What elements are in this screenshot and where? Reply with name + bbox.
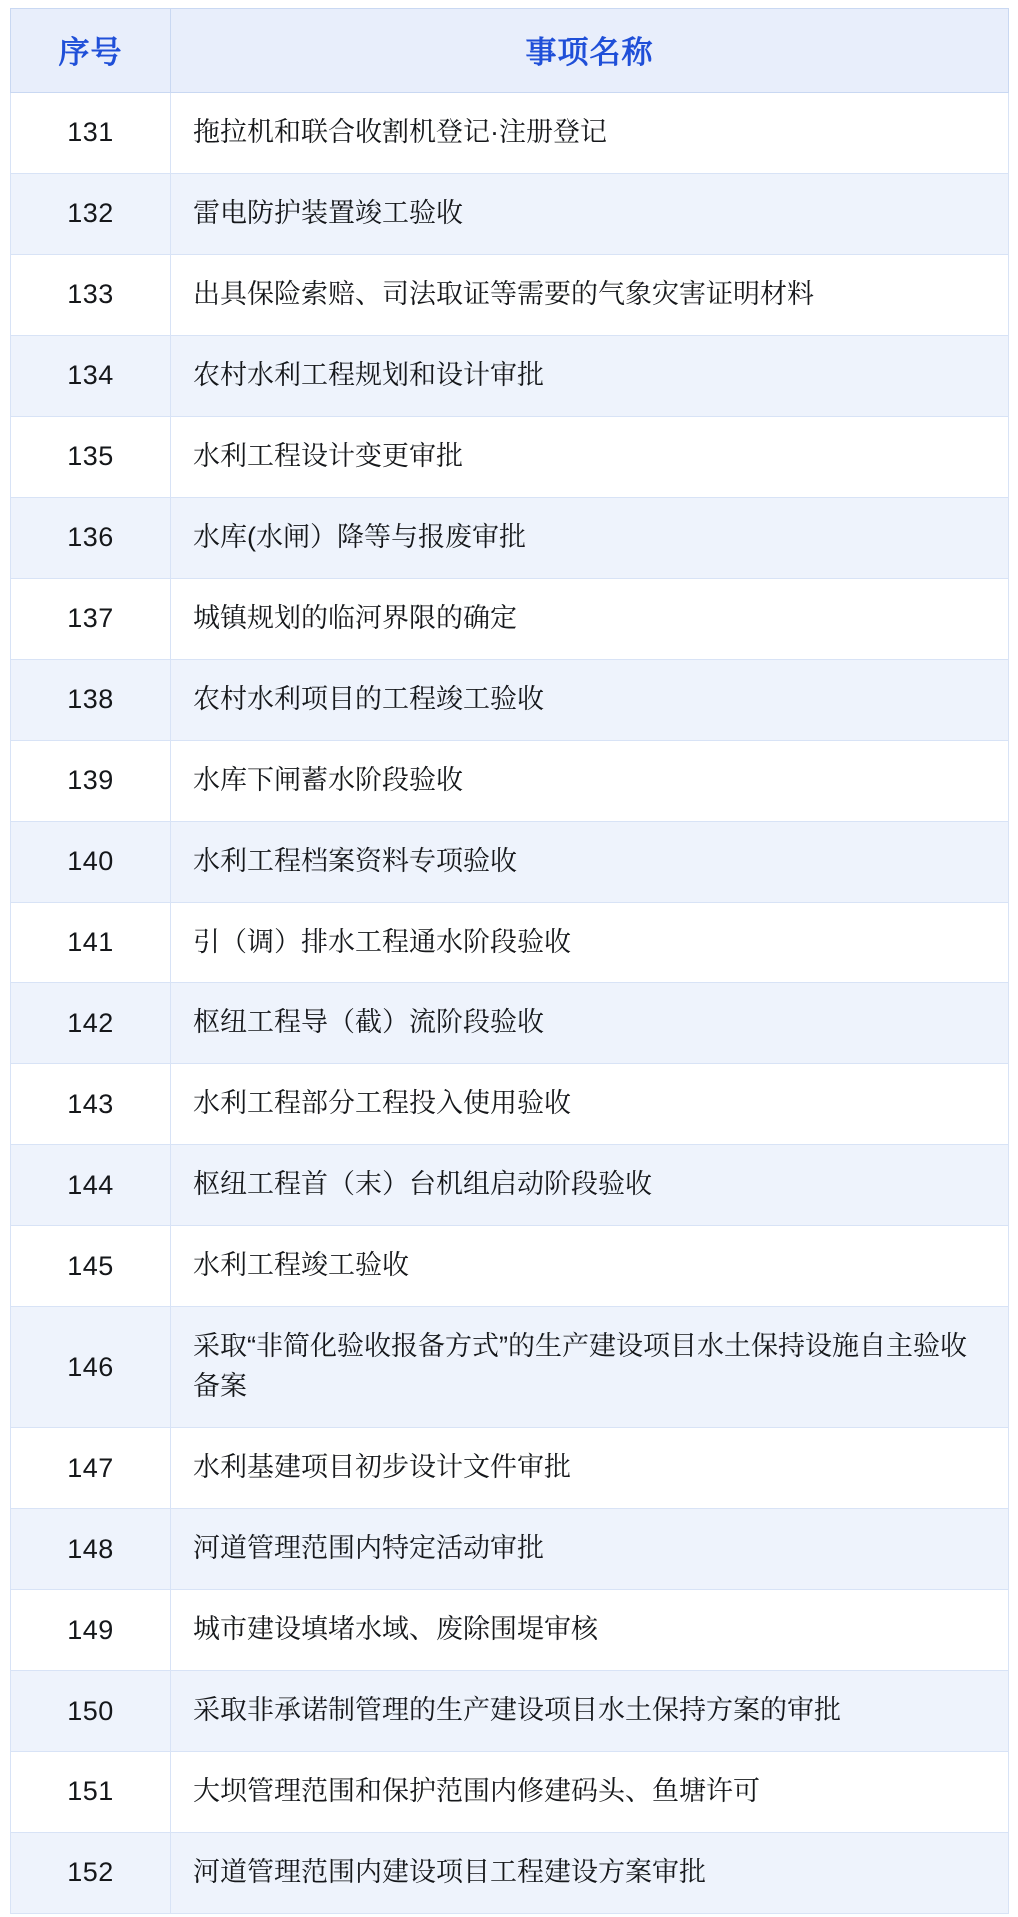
row-sequence-number: 144 xyxy=(11,1145,171,1226)
table-row xyxy=(11,1145,1009,1226)
row-sequence-number: 145 xyxy=(11,1226,171,1307)
row-sequence-number: 151 xyxy=(11,1752,171,1833)
row-sequence-number: 139 xyxy=(11,740,171,821)
table-row xyxy=(11,173,1009,254)
table-row xyxy=(11,1671,1009,1752)
row-item-name: 水库下闸蓄水阶段验收 xyxy=(171,740,1009,821)
table-row xyxy=(11,740,1009,821)
table-row xyxy=(11,1509,1009,1590)
table-row xyxy=(11,1752,1009,1833)
row-item-name: 河道管理范围内建设项目工程建设方案审批 xyxy=(171,1832,1009,1913)
row-item-name: 出具保险索赔、司法取证等需要的气象灾害证明材料 xyxy=(171,254,1009,335)
table-row xyxy=(11,93,1009,174)
table-row xyxy=(11,821,1009,902)
table-row xyxy=(11,254,1009,335)
row-sequence-number: 152 xyxy=(11,1832,171,1913)
row-sequence-number: 132 xyxy=(11,173,171,254)
table-row xyxy=(11,1428,1009,1509)
row-sequence-number: 137 xyxy=(11,578,171,659)
row-item-name: 大坝管理范围和保护范围内修建码头、鱼塘许可 xyxy=(171,1752,1009,1833)
row-item-name: 水利工程竣工验收 xyxy=(171,1226,1009,1307)
row-item-name: 城镇规划的临河界限的确定 xyxy=(171,578,1009,659)
row-item-name: 采取非承诺制管理的生产建设项目水土保持方案的审批 xyxy=(171,1671,1009,1752)
table-row xyxy=(11,1226,1009,1307)
table-row xyxy=(11,578,1009,659)
row-sequence-number: 147 xyxy=(11,1428,171,1509)
row-item-name: 水利工程档案资料专项验收 xyxy=(171,821,1009,902)
table-row xyxy=(11,1590,1009,1671)
row-sequence-number: 140 xyxy=(11,821,171,902)
table-row xyxy=(11,416,1009,497)
table-row xyxy=(11,335,1009,416)
table-row xyxy=(11,1064,1009,1145)
row-item-name: 枢纽工程首（末）台机组启动阶段验收 xyxy=(171,1145,1009,1226)
table-row xyxy=(11,497,1009,578)
row-item-name: 水利基建项目初步设计文件审批 xyxy=(171,1428,1009,1509)
row-sequence-number: 143 xyxy=(11,1064,171,1145)
table-row xyxy=(11,902,1009,983)
row-sequence-number: 141 xyxy=(11,902,171,983)
row-item-name: 水利工程部分工程投入使用验收 xyxy=(171,1064,1009,1145)
row-sequence-number: 134 xyxy=(11,335,171,416)
row-item-name: 水库(水闸）降等与报废审批 xyxy=(171,497,1009,578)
row-item-name: 城市建设填堵水域、废除围堤审核 xyxy=(171,1590,1009,1671)
row-item-name: 水利工程设计变更审批 xyxy=(171,416,1009,497)
row-item-name: 雷电防护装置竣工验收 xyxy=(171,173,1009,254)
row-sequence-number: 150 xyxy=(11,1671,171,1752)
column-header-item-name: 事项名称 xyxy=(171,9,1009,93)
table-row xyxy=(11,659,1009,740)
table-body xyxy=(11,93,1009,1914)
table-row xyxy=(11,983,1009,1064)
table-header-row xyxy=(11,9,1009,93)
row-sequence-number: 131 xyxy=(11,93,171,174)
table-row xyxy=(11,1307,1009,1428)
row-item-name: 引（调）排水工程通水阶段验收 xyxy=(171,902,1009,983)
row-item-name: 拖拉机和联合收割机登记·注册登记 xyxy=(171,93,1009,174)
row-sequence-number: 142 xyxy=(11,983,171,1064)
row-sequence-number: 148 xyxy=(11,1509,171,1590)
row-sequence-number: 146 xyxy=(11,1307,171,1428)
row-item-name: 枢纽工程导（截）流阶段验收 xyxy=(171,983,1009,1064)
table-row xyxy=(11,1832,1009,1913)
row-sequence-number: 135 xyxy=(11,416,171,497)
row-item-name: 农村水利工程规划和设计审批 xyxy=(171,335,1009,416)
row-item-name: 采取“非简化验收报备方式”的生产建设项目水土保持设施自主验收备案 xyxy=(171,1307,1009,1428)
administrative-items-table xyxy=(10,8,1009,1914)
row-sequence-number: 133 xyxy=(11,254,171,335)
table-header xyxy=(11,9,1009,93)
row-item-name: 河道管理范围内特定活动审批 xyxy=(171,1509,1009,1590)
row-sequence-number: 138 xyxy=(11,659,171,740)
row-item-name: 农村水利项目的工程竣工验收 xyxy=(171,659,1009,740)
column-header-sequence: 序号 xyxy=(11,9,171,93)
row-sequence-number: 149 xyxy=(11,1590,171,1671)
row-sequence-number: 136 xyxy=(11,497,171,578)
